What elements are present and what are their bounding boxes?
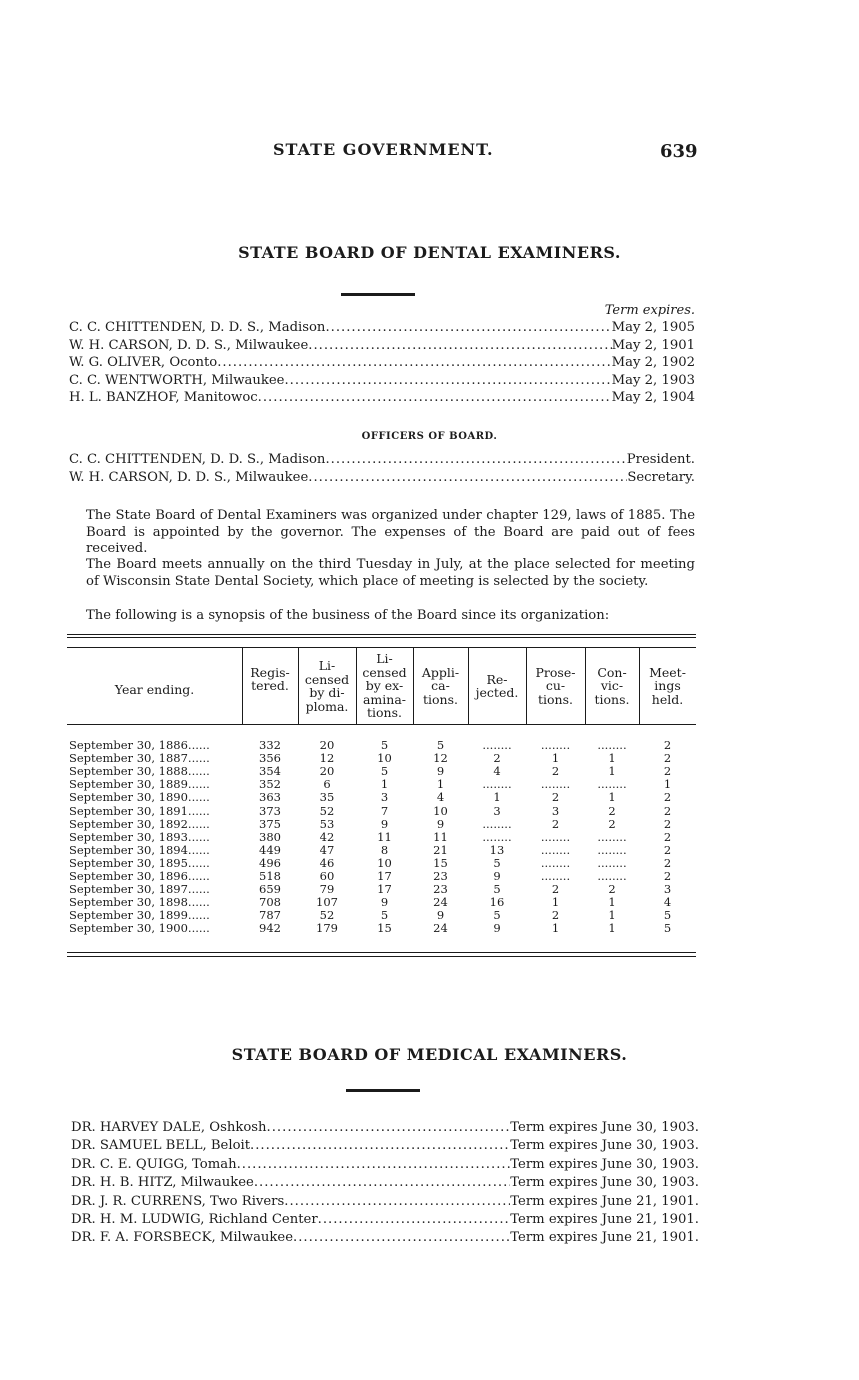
table-cell: 1 [608, 790, 616, 805]
table-column-rule [298, 647, 299, 724]
medical-member-value: Term expires June 21, 1901. [510, 1193, 699, 1209]
medical-member-name: DR. SAMUEL BELL, Beloit [71, 1138, 251, 1154]
dot-leader [258, 390, 612, 405]
table-year-cell: September 30, 1888...... [69, 764, 210, 779]
table-bottom-rule-2 [67, 956, 696, 957]
table-cell: ........ [482, 829, 512, 844]
medical-member-name: DR. J. R. CURRENS, Two Rivers [71, 1193, 285, 1209]
table-cell: 3 [663, 882, 672, 897]
table-cell: 1 [551, 751, 560, 766]
table-header-top-rule [67, 647, 696, 648]
officer-name: W. H. CARSON, D. D. S., Milwaukee [69, 469, 309, 485]
table-cell: 2 [663, 751, 672, 766]
dental-member-row [69, 320, 695, 335]
table-cell: ........ [540, 777, 571, 792]
dot-leader [254, 1175, 510, 1190]
table-cell: 5 [493, 908, 501, 923]
table-year-cell: September 30, 1897...... [69, 882, 210, 897]
table-cell: ........ [540, 738, 571, 752]
dot-leader [325, 452, 626, 467]
table-cell: 2 [663, 764, 672, 779]
table-cell: 5 [493, 882, 501, 897]
table-cell: 659 [259, 882, 281, 897]
dental-member-name: C. C. WENTWORTH, Milwaukee [69, 372, 285, 388]
table-cell: 2 [551, 816, 560, 831]
table-cell: 23 [433, 869, 448, 883]
dental-member-value: May 2, 1904 [611, 390, 695, 406]
table-cell: 2 [663, 855, 672, 870]
table-cell: 5 [436, 738, 445, 752]
table-header-cell: Appli- ca- tions. [421, 664, 460, 707]
medical-member-name: DR. C. E. QUIGG, Tomah [71, 1156, 237, 1172]
dot-leader [308, 338, 611, 353]
table-cell: 79 [319, 882, 335, 897]
table-cell: 179 [316, 921, 338, 936]
paragraph-organization: The State Board of Dental Examiners was organized under chapter 129, laws of 1885. The Board is appointed by the governor. The expenses of the Board are paid out of fees received. [86, 508, 695, 556]
table-year-cell: September 30, 1892...... [69, 816, 210, 831]
table-cell: 24 [433, 895, 448, 910]
table-year-cell: September 30, 1899...... [69, 908, 210, 923]
table-cell: ........ [482, 738, 512, 752]
table-cell: 52 [319, 803, 335, 818]
table-cell: 47 [319, 842, 335, 857]
table-header-cell: Con- vic- tions. [594, 664, 630, 707]
table-cell: 10 [377, 751, 392, 766]
table-cell: 1 [608, 764, 616, 779]
medical-member-row [71, 1175, 699, 1190]
medical-member-row [71, 1157, 699, 1172]
dental-title-rule [341, 293, 415, 296]
dental-member-name: W. H. CARSON, D. D. S., Milwaukee [69, 337, 309, 353]
officer-value: Secretary. [627, 469, 695, 485]
table-cell: 4 [663, 895, 672, 910]
dental-member-value: May 2, 1905 [611, 320, 695, 335]
table-cell: 2 [663, 803, 672, 818]
medical-member-name: DR. H. B. HITZ, Milwaukee [71, 1175, 254, 1191]
table-cell: 375 [259, 816, 281, 831]
table-cell: 5 [380, 908, 389, 923]
table-cell: 21 [433, 842, 448, 857]
medical-member-name: DR. F. A. FORSBECK, Milwaukee [71, 1230, 294, 1246]
table-cell: 17 [377, 882, 392, 897]
table-cell: ........ [540, 869, 571, 883]
table-cell: 2 [608, 803, 616, 818]
table-cell: 2 [663, 816, 672, 831]
table-cell: 373 [259, 803, 281, 818]
table-cell: 942 [259, 921, 281, 936]
table-column-rule [413, 647, 414, 724]
table-cell: 9 [380, 816, 389, 831]
table-cell: 6 [323, 777, 331, 792]
table-year-cell: September 30, 1894...... [69, 842, 210, 857]
table-cell: 4 [493, 764, 501, 779]
table-cell: 1 [551, 895, 560, 910]
table-cell: ........ [597, 842, 627, 857]
medical-member-row [71, 1138, 699, 1153]
table-cell: 53 [319, 816, 335, 831]
dot-leader [250, 1138, 510, 1153]
medical-member-value: Term expires June 30, 1903. [510, 1120, 699, 1135]
table-header-cell: Meet- ings held. [649, 664, 686, 707]
table-cell: 5 [663, 921, 672, 936]
table-cell: 35 [319, 790, 335, 805]
table-header-cell: Re- jected. [475, 671, 519, 700]
table-cell: 1 [493, 790, 501, 805]
dot-leader [284, 373, 611, 388]
table-cell: 2 [663, 829, 672, 844]
table-cell: ........ [482, 777, 512, 792]
table-column-rule [242, 647, 243, 724]
table-cell: 10 [377, 855, 392, 870]
medical-member-row [71, 1230, 699, 1245]
medical-member-row [71, 1120, 699, 1135]
table-cell: 1 [663, 777, 672, 792]
paragraph-meetings: The Board meets annually on the third Tuesday in July, at the place selected for meeting of Wisconsin State Dental Society, which place of meeting is selected by the society. [86, 557, 695, 589]
table-cell: 496 [259, 855, 281, 870]
table-cell: ........ [597, 829, 627, 844]
table-cell: 9 [493, 921, 501, 936]
table-cell: 380 [259, 829, 281, 844]
dot-leader [217, 355, 611, 370]
table-top-rule-2 [67, 637, 696, 638]
table-cell: ........ [597, 777, 627, 792]
table-cell: ........ [482, 816, 512, 831]
table-cell: ........ [540, 842, 571, 857]
table-year-cell: September 30, 1893...... [69, 829, 210, 844]
table-cell: 2 [551, 908, 560, 923]
table-cell: ........ [597, 869, 627, 883]
medical-member-name: DR. H. M. LUDWIG, Richland Center [71, 1212, 318, 1227]
dot-leader [318, 1212, 511, 1227]
dental-member-value: May 2, 1901 [611, 337, 695, 353]
table-cell: 4 [436, 790, 445, 805]
table-cell: 11 [433, 829, 448, 844]
dot-leader [237, 1157, 511, 1172]
table-year-cell: September 30, 1890...... [69, 790, 210, 805]
table-cell: 5 [663, 908, 672, 923]
table-cell: 1 [608, 895, 616, 910]
table-cell: 2 [663, 869, 672, 883]
table-header-cell: Regis- tered. [250, 664, 290, 694]
table-cell: 9 [436, 764, 445, 779]
table-cell: 1 [608, 908, 616, 923]
dental-member-name: W. G. OLIVER, Oconto [69, 355, 218, 371]
table-year-cell: September 30, 1891...... [69, 803, 210, 818]
table-cell: 107 [316, 895, 338, 910]
term-expires-label: Term expires. [604, 303, 695, 318]
table-cell: ........ [540, 855, 571, 870]
table-cell: 20 [319, 764, 335, 779]
table-column-rule [526, 647, 527, 724]
dental-member-row [69, 390, 695, 405]
table-column-rule [585, 647, 586, 724]
table-cell: 10 [433, 803, 448, 818]
dental-member-name: C. C. CHITTENDEN, D. D. S., Madison [69, 320, 326, 335]
table-cell: 2 [551, 882, 560, 897]
table-cell: 1 [551, 921, 560, 936]
table-header-bottom-rule [67, 724, 696, 725]
table-year-cell: September 30, 1886...... [69, 738, 210, 752]
table-cell: 9 [380, 895, 389, 910]
table-cell: 1 [608, 921, 616, 936]
table-cell: ........ [540, 829, 571, 844]
running-header: STATE GOVERNMENT. [273, 140, 494, 159]
table-cell: 13 [489, 842, 505, 857]
table-top-rule [67, 634, 696, 635]
table-cell: 1 [436, 777, 445, 792]
table-cell: 5 [380, 738, 389, 752]
table-cell: 20 [319, 738, 335, 752]
table-cell: 449 [259, 842, 281, 857]
table-header-cell: Prose- cu- tions. [535, 664, 576, 707]
table-column-rule [468, 647, 469, 724]
table-cell: 15 [433, 855, 448, 870]
officers-heading: OFFICERS OF BOARD. [361, 431, 498, 442]
medical-member-value: Term expires June 30, 1903. [510, 1175, 699, 1191]
table-cell: 518 [259, 869, 281, 883]
table-cell: 12 [433, 751, 448, 766]
medical-title-rule [346, 1089, 420, 1092]
table-cell: 1 [608, 751, 616, 766]
dental-member-value: May 2, 1902 [611, 355, 695, 371]
table-header-cell: Li- censed by di- ploma. [304, 658, 350, 714]
table-cell: 354 [259, 764, 281, 779]
table-cell: 1 [380, 777, 389, 792]
table-cell: 363 [259, 790, 281, 805]
table-cell: 11 [377, 829, 392, 844]
table-cell: 8 [380, 842, 389, 857]
dental-member-value: May 2, 1903 [611, 372, 695, 388]
table-cell: 9 [493, 869, 501, 883]
table-cell: 2 [493, 751, 501, 766]
table-cell: 3 [380, 790, 389, 805]
table-cell: 2 [663, 738, 672, 752]
table-header-cell: Li- censed by ex- amina- tions. [362, 651, 407, 721]
table-cell: 3 [551, 803, 560, 818]
medical-member-row [71, 1194, 699, 1209]
table-cell: 5 [380, 764, 389, 779]
table-cell: 23 [433, 882, 448, 897]
dot-leader [325, 320, 611, 335]
table-cell: 15 [377, 921, 392, 936]
table-year-cell: September 30, 1887...... [69, 751, 210, 766]
table-cell: 24 [433, 921, 448, 936]
page-number: 639 [660, 141, 698, 162]
table-year-cell: September 30, 1900...... [69, 921, 210, 936]
table-cell: 3 [493, 803, 501, 818]
table-cell: 2 [551, 790, 560, 805]
dot-leader [267, 1120, 511, 1135]
table-cell: 16 [489, 895, 505, 910]
medical-member-value: Term expires June 21, 1901. [510, 1230, 699, 1246]
medical-member-value: Term expires June 21, 1901. [510, 1212, 699, 1227]
table-cell: 17 [377, 869, 392, 883]
dental-board-title: STATE BOARD OF DENTAL EXAMINERS. [238, 243, 621, 262]
table-cell: 9 [436, 908, 445, 923]
table-cell: 5 [493, 855, 501, 870]
officer-name: C. C. CHITTENDEN, D. D. S., Madison [69, 452, 326, 467]
table-cell: ........ [597, 855, 627, 870]
medical-member-value: Term expires June 30, 1903. [510, 1156, 699, 1172]
table-column-rule [639, 647, 640, 724]
officer-row [69, 470, 695, 485]
table-cell: 787 [259, 908, 281, 923]
table-cell: 42 [319, 829, 335, 844]
dental-member-row [69, 338, 695, 353]
table-cell: 9 [436, 816, 445, 831]
medical-member-name: DR. HARVEY DALE, Oshkosh [71, 1120, 267, 1135]
table-cell: 2 [608, 882, 616, 897]
table-cell: 60 [319, 869, 335, 883]
dot-leader [284, 1194, 510, 1209]
officer-row [69, 452, 695, 467]
table-year-cell: September 30, 1898...... [69, 895, 210, 910]
medical-member-row [71, 1212, 699, 1227]
table-bottom-rule [67, 952, 696, 953]
table-column-rule [356, 647, 357, 724]
table-cell: 12 [319, 751, 335, 766]
dental-member-name: H. L. BANZHOF, Manitowoc [69, 390, 258, 406]
paragraph-synopsis: The following is a synopsis of the business of the Board since its organization: [86, 608, 610, 623]
table-header-cell: Year ending. [114, 682, 195, 697]
dot-leader [293, 1230, 510, 1245]
table-cell: 356 [259, 751, 281, 766]
medical-board-title: STATE BOARD OF MEDICAL EXAMINERS. [231, 1045, 628, 1064]
officer-value: President. [626, 452, 695, 467]
dental-member-row [69, 355, 695, 370]
table-cell: 52 [319, 908, 335, 923]
dental-member-row [69, 373, 695, 388]
table-year-cell: September 30, 1889...... [69, 777, 210, 792]
table-cell: ........ [597, 738, 627, 752]
table-cell: 46 [319, 855, 335, 870]
table-cell: 2 [551, 764, 560, 779]
table-cell: 708 [259, 895, 281, 910]
medical-member-value: Term expires June 30, 1903. [510, 1138, 699, 1154]
table-cell: 332 [259, 738, 281, 752]
table-year-cell: September 30, 1896...... [69, 869, 210, 883]
table-cell: 2 [608, 816, 616, 831]
table-cell: 2 [663, 842, 672, 857]
dot-leader [308, 470, 627, 485]
table-cell: 352 [259, 777, 281, 792]
table-year-cell: September 30, 1895...... [69, 855, 210, 870]
table-cell: 7 [380, 803, 389, 818]
table-cell: 2 [663, 790, 672, 805]
